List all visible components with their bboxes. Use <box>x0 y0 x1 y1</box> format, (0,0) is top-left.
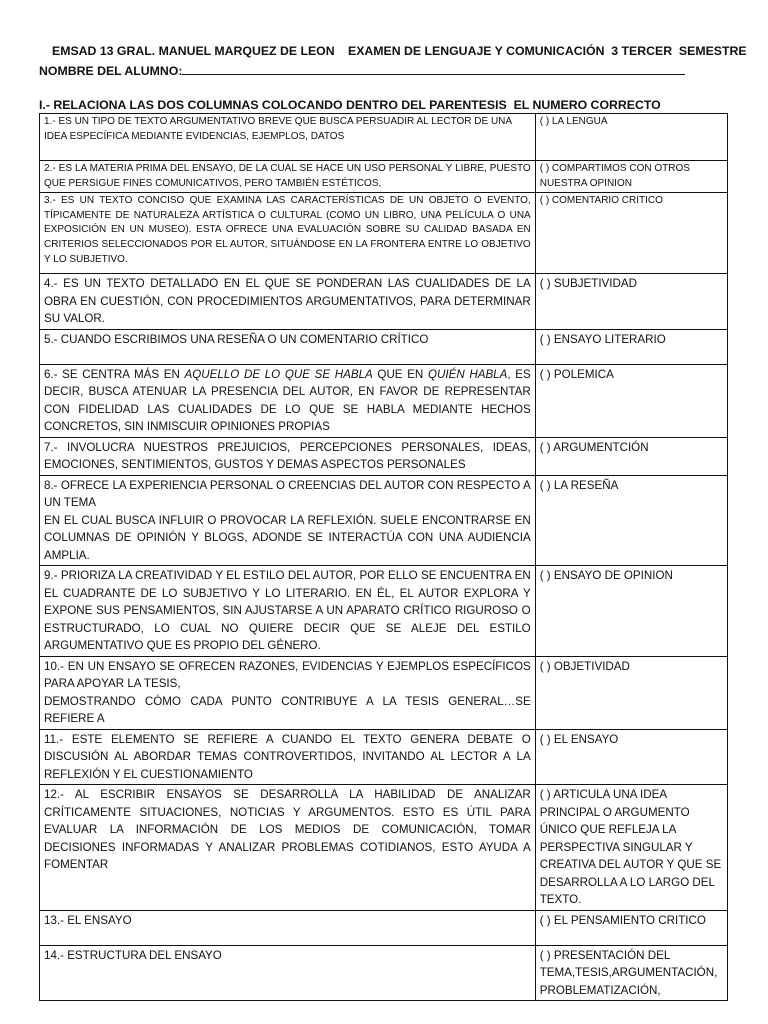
table-row <box>40 161 728 193</box>
left-item-text: 8.- OFRECE LA EXPERIENCIA PERSONAL O CREENCIAS DEL AUTOR CON RESPECTO A UN TEMA <box>44 478 531 510</box>
student-name-line <box>39 63 685 78</box>
right-item-1[interactable]: ( ) LA LENGUA <box>535 114 727 161</box>
table-row <box>40 364 728 437</box>
left-item-italic: QUIÉN HABLA <box>427 367 508 381</box>
right-item-4[interactable]: ( ) SUBJETIVIDAD <box>535 274 727 330</box>
left-item-2: 2.- ES LA MATERIA PRIMA DEL ENSAYO, DE LA CUAL SE HACE UN USO PERSONAL Y LIBRE, PUESTO QUE PERSIGUE FINES COMUNICATIVOS, PERO TAMBIÉN ESTÉTICOS, <box>40 161 536 193</box>
table-row <box>40 910 728 945</box>
right-item-8[interactable]: ( ) LA RESEÑA <box>535 475 727 566</box>
right-item-10[interactable]: ( ) OBJETIVIDAD <box>535 656 727 729</box>
table-row <box>40 566 728 657</box>
section-title: I.- RELACIONA LAS DOS COLUMNAS COLOCANDO DENTRO DEL PARENTESIS EL NUMERO CORRECTO <box>39 98 661 112</box>
left-item-italic: AQUELLO DE LO QUE SE HABLA <box>184 367 373 381</box>
table-row <box>40 437 728 475</box>
left-item-11: 11.- ESTE ELEMENTO SE REFIERE A CUANDO EL TEXTO GENERA DEBATE O DISCUSIÓN AL ABORDAR TEMAS CONTROVERTIDOS, INVITANDO AL LECTOR A LA REFLEXIÓN Y EL CUESTIONAMIENTO <box>40 729 536 785</box>
left-item-9: 9.- PRIORIZA LA CREATIVIDAD Y EL ESTILO DEL AUTOR, POR ELLO SE ENCUENTRA EN EL CUADRANTE DE LO SUBJETIVO Y LO LITERARIO. EN ÉL, EL AUTOR EXPLORA Y EXPONE SUS PENSAMIENTOS, SIN AJUSTARSE A UN APARATO CRÍTICO RIGUROSO O ESTRUCTURADO, LO CUAL NO QUIERE DECIR QUE SE ALEJE DEL ESTILO ARGUMENTATIVO QUE ES PROPIO DEL GÉNERO. <box>40 566 536 657</box>
right-item-6[interactable]: ( ) POLEMICA <box>535 364 727 437</box>
left-item-text: EN EL CUAL BUSCA INFLUIR O PROVOCAR LA REFLEXIÓN. SUELE ENCONTRARSE EN COLUMNAS DE OPINIÓN Y BLOGS, ADONDE SE INTERACTÚA CON UNA AUDIENCIA AMPLIA. <box>44 513 531 562</box>
table-row <box>40 114 728 161</box>
student-name-label: NOMBRE DEL ALUMNO: <box>39 64 183 78</box>
table-row <box>40 475 728 566</box>
right-item-7[interactable]: ( ) ARGUMENTCIÓN <box>535 437 727 475</box>
left-item-text: QUE EN <box>372 367 428 381</box>
left-item-8 <box>40 475 536 566</box>
right-item-9[interactable]: ( ) ENSAYO DE OPINION <box>535 566 727 657</box>
table-row <box>40 785 728 911</box>
right-item-3[interactable]: ( ) COMENTARIO CRITICO <box>535 193 727 274</box>
table-row <box>40 193 728 274</box>
left-item-13: 13.- EL ENSAYO <box>40 910 536 945</box>
left-item-6 <box>40 364 536 437</box>
left-item-text: 1.- ES UN TIPO DE TEXTO ARGUMENTATIVO BREVE QUE BUSCA PERSUADIR AL LECTOR DE UNA <box>44 116 513 127</box>
left-item-7: 7.- INVOLUCRA NUESTROS PREJUICIOS, PERCEPCIONES PERSONALES, IDEAS, EMOCIONES, SENTIMIENTOS, GUSTOS Y DEMAS ASPECTOS PERSONALES <box>40 437 536 475</box>
right-item-11[interactable]: ( ) EL ENSAYO <box>535 729 727 785</box>
left-item-4: 4.- ES UN TEXTO DETALLADO EN EL QUE SE PONDERAN LAS CUALIDADES DE LA OBRA EN CUESTIÓN, CON PROCEDIMIENTOS ARGUMENTATIVOS, PARA DETERMINAR SU VALOR. <box>40 274 536 330</box>
school-name: EMSAD 13 GRAL. MANUEL MARQUEZ DE LEON <box>52 44 335 58</box>
student-name-blank[interactable] <box>182 63 685 75</box>
left-item-5: 5.- CUANDO ESCRIBIMOS UNA RESEÑA O UN COMENTARIO CRÍTICO <box>40 329 536 364</box>
left-item-text: IDEA ESPECÍFICA MEDIANTE EVIDENCIAS, EJEMPLOS, DATOS <box>44 130 345 142</box>
matching-table <box>39 113 728 1001</box>
table-row <box>40 274 728 330</box>
left-item-text: 6.- SE CENTRA MÁS EN <box>44 367 185 381</box>
left-item-12: 12.- AL ESCRIBIR ENSAYOS SE DESARROLLA LA HABILIDAD DE ANALIZAR CRÍTICAMENTE SITUACIONES, NOTICIAS Y ARGUMENTOS. ESTO ES ÚTIL PARA EVALUAR LA INFORMACIÓN DE LOS MEDIOS DE COMUNICACIÓN, TOMAR DECISIONES INFORMADAS Y ANALIZAR PROBLEMAS COTIDIANOS, ESTO AYUDA A FOMENTAR <box>40 785 536 911</box>
left-item-text: , ES DECIR, BUSCA ATENUAR LA PRESENCIA DEL AUTOR, EN FAVOR DE REPRESENTAR CON FIDELIDAD LAS CUALIDADES DE LO QUE SE HABLA MEDIANTE HECHOS CONCRETOS, SIN INMISCUIR OPINIONES PROPIAS <box>44 367 531 434</box>
right-item-5[interactable]: ( ) ENSAYO LITERARIO <box>535 329 727 364</box>
exam-title: EXAMEN DE LENGUAJE Y COMUNICACIÓN 3 TERCER SEMESTRE <box>348 44 747 58</box>
right-item-2[interactable]: ( ) COMPARTIMOS CON OTROS NUESTRA OPINION <box>535 161 727 193</box>
table-row <box>40 729 728 785</box>
left-item-10 <box>40 656 536 729</box>
right-item-13[interactable]: ( ) EL PENSAMIENTO CRITICO <box>535 910 727 945</box>
left-item-14: 14.- ESTRUCTURA DEL ENSAYO <box>40 945 536 1001</box>
right-item-14[interactable]: ( ) PRESENTACIÓN DEL TEMA,TESIS,ARGUMENTACIÓN, PROBLEMATIZACIÓN, <box>535 945 727 1001</box>
table-row <box>40 329 728 364</box>
left-item-1 <box>40 114 536 161</box>
table-row <box>40 945 728 1001</box>
table-row <box>40 656 728 729</box>
left-item-text: 10.- EN UN ENSAYO SE OFRECEN RAZONES, EVIDENCIAS Y EJEMPLOS ESPECÍFICOS PARA APOYAR LA TESIS, <box>44 659 531 691</box>
left-item-3: 3.- ES UN TEXTO CONCISO QUE EXAMINA LAS CARACTERÍSTICAS DE UN OBJETO O EVENTO, TÍPICAMENTE DE NATURALEZA ARTÍSTICA O CULTURAL (COMO UN LIBRO, UNA PELÍCULA O UNA EXPOSICIÓN EN UN MUSEO). ESTA OFRECE UNA EVALUACIÓN SOBRE SU CALIDAD BASADA EN CRITERIOS SELECCIONADOS POR EL AUTOR, SITUÁNDOSE EN LA FRONTERA ENTRE LO OBJETIVO Y LO SUBJETIVO. <box>40 193 536 274</box>
left-item-text: DEMOSTRANDO CÓMO CADA PUNTO CONTRIBUYE A LA TESIS GENERAL…SE REFIERE A <box>44 694 531 726</box>
right-item-12[interactable]: ( ) ARTICULA UNA IDEA PRINCIPAL O ARGUMENTO ÚNICO QUE REFLEJA LA PERSPECTIVA SINGULAR Y CREATIVA DEL AUTOR Y QUE SE DESARROLLA A LO LARGO DEL TEXTO. <box>535 785 727 911</box>
